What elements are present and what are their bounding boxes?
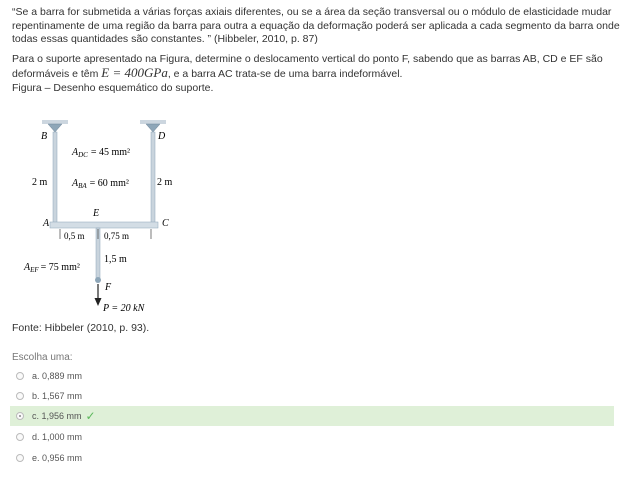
- support-diagram: [20, 112, 200, 322]
- label-b: B: [41, 131, 48, 142]
- prompt-math: E = 400GPa: [101, 65, 168, 81]
- area-ef: $A_{EF} = 75$ mm²: [24, 262, 80, 274]
- label-d: D: [158, 131, 166, 142]
- len-ef: 1,5 m: [104, 254, 127, 265]
- prompt-post: , e a barra AC trata-se de uma barra indeformável.: [167, 68, 403, 81]
- radio-a[interactable]: [16, 372, 24, 380]
- radio-d[interactable]: [16, 433, 24, 441]
- label-a: A: [43, 218, 50, 229]
- load-arrow: [95, 284, 102, 306]
- radio-b[interactable]: [16, 392, 24, 400]
- option-label: a. 0,889 mm: [32, 371, 83, 381]
- option-e[interactable]: [10, 448, 614, 468]
- option-label: c. 1,956 mm: [32, 411, 82, 421]
- area-dc: $A_{DC} = 45$ mm²: [72, 147, 131, 159]
- option-label: e. 0,956 mm: [32, 453, 83, 463]
- pin-f: [95, 277, 101, 283]
- label-f: F: [105, 282, 112, 293]
- bar-ab: [53, 132, 57, 224]
- radio-c[interactable]: [16, 412, 24, 420]
- option-a[interactable]: [10, 366, 614, 386]
- check-icon: ✓: [85, 409, 96, 423]
- len-right: 2 m: [157, 177, 173, 188]
- load-label: P = 20 kN: [103, 303, 145, 314]
- figure-caption: Figura – Desenho esquemático do suporte.: [12, 81, 214, 94]
- figure-source: Fonte: Hibbeler (2010, p. 93).: [12, 322, 150, 334]
- question-text: [12, 6, 624, 96]
- label-c: C: [162, 218, 169, 229]
- dim-ae: 0,5 m: [64, 231, 85, 241]
- radio-e[interactable]: [16, 454, 24, 462]
- dim-ec: 0,75 m: [104, 231, 130, 241]
- option-b[interactable]: [10, 386, 614, 406]
- option-label: b. 1,567 mm: [32, 391, 83, 401]
- bar-cd: [151, 132, 155, 224]
- option-c[interactable]: [10, 406, 614, 426]
- option-label: d. 1,000 mm: [32, 432, 83, 442]
- choose-label: Escolha uma:: [12, 352, 73, 363]
- question-prompt: [12, 53, 624, 82]
- area-ba: $A_{BA} = 60$ mm²: [72, 178, 129, 190]
- question-quote: “Se a barra for submetida a várias forças axiais diferentes, ou se a área da seção transversal ou o módulo de elasticidade mudar repentinamente de uma região da barra para outra a equação da deformação poderá ser aplicada a cada segmento da barra onde todas essas quantidades são constantes. ” (Hibbeler, 2010, p. 87): [12, 6, 620, 46]
- bar-ac: [50, 222, 158, 228]
- option-d[interactable]: [10, 427, 614, 447]
- prompt-pre: Para o suporte apresentado na Figura, determine o deslocamento vertical do ponto F, sabendo que as barras AB, CD e EF são deformáveis e têm: [12, 52, 603, 81]
- label-e: E: [93, 208, 100, 219]
- len-left: 2 m: [32, 177, 48, 188]
